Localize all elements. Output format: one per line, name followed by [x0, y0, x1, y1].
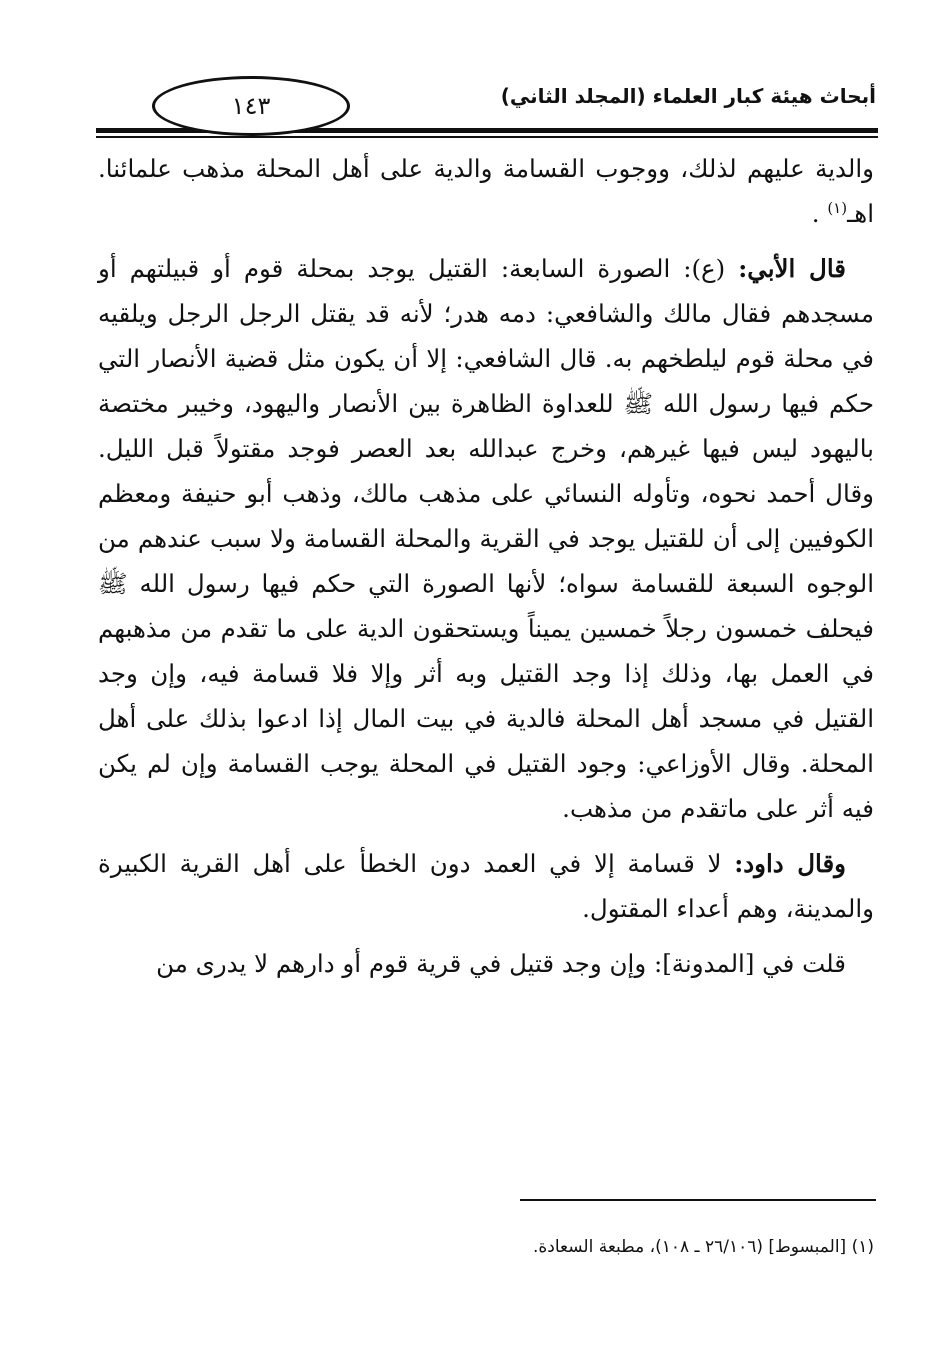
paragraph-text: قلت في [المدونة]: وإن وجد قتيل في قرية قوم أو دارهم لا يدرى من — [156, 949, 846, 978]
paragraph-lead: قال الأبي: — [738, 254, 846, 283]
paragraph-text: لا قسامة إلا في العمد دون الخطأ على أهل القرية الكبيرة والمدينة، وهم أعداء المقتول. — [98, 849, 874, 923]
paragraph-tail: . — [811, 199, 828, 228]
body-text — [98, 146, 874, 996]
paragraph-lead: وقال داود: — [734, 849, 847, 878]
paragraph-3 — [98, 841, 874, 931]
header-rule-thin — [96, 136, 878, 138]
footnote-reference: (١) — [827, 198, 848, 217]
running-title: أبحاث هيئة كبار العلماء (المجلد الثاني) — [500, 84, 876, 108]
page-header — [96, 76, 876, 136]
paragraph-2 — [98, 246, 874, 831]
paragraph-1 — [98, 146, 874, 236]
footnote-separator — [520, 1199, 876, 1201]
footnote: (١) [المبسوط] (٢٦/١٠٦ ـ ١٠٨)، مطبعة السعادة. — [532, 1237, 874, 1257]
paragraph-4 — [98, 941, 874, 986]
paragraph-text: والدية عليهم لذلك، ووجوب القسامة والدية على أهل المحلة مذهب علمائنا. اهـ — [98, 154, 874, 228]
paragraph-text: (ع): الصورة السابعة: القتيل يوجد بمحلة قوم أو قبيلتهم أو مسجدهم فقال مالك والشافعي: دمه هدر؛ لأنه قد يقتل الرجل الرجل ويلقيه في محلة قوم ليلطخهم به. قال الشافعي: إلا أن يكون مثل قضية الأنصار التي حكم فيها رسول الله ﷺ للعداوة الظاهرة بين الأنصار واليهود، وخيبر مختصة باليهود ليس فيها غيرهم، وخرج عبدالله بعد العصر فوجد مقتولاً قبل الليل. وقال أحمد نحوه، وتأوله النسائي على مذهب مالك، وذهب أبو حنيفة ومعظم الكوفيين إلى أن للقتيل يوجد في القرية والمحلة القسامة ولا سبب عندهم من الوجوه السبعة للقسامة سواه؛ لأنها الصورة التي حكم فيها رسول الله ﷺ فيحلف خمسون رجلاً خمسين يميناً ويستحقون الدية على ما تقدم من مذهبهم في العمل بها، وذلك إذا وجد القتيل وبه أثر وإلا فلا قسامة فيه، وإن وجد القتيل في مسجد أهل المحلة فالدية في بيت المال إذا ادعوا بذلك على أهل المحلة. وقال الأوزاعي: وجود القتيل في المحلة يوجب القسامة وإن لم يكن فيه أثر على ماتقدم من مذهب. — [98, 254, 874, 823]
page-number: ١٤٣ — [152, 76, 350, 136]
